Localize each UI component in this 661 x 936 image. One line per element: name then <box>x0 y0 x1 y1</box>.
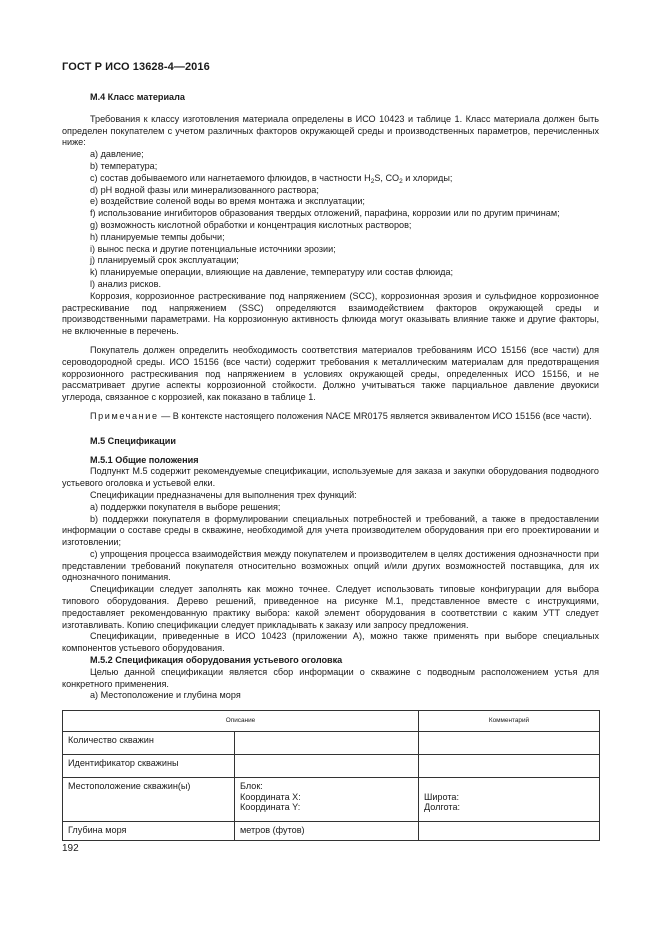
row-label: Идентификатор скважины <box>63 755 235 778</box>
table-cell <box>235 778 419 822</box>
list-item-g: g) возможность кислотной обработки и концентрация кислотных растворов; <box>90 219 412 230</box>
coord-x-label: Координата X: <box>240 791 301 802</box>
list-item-c-text-3: и хлориды; <box>402 172 453 183</box>
function-item-a: а) поддержки покупателя в выборе решения; <box>90 501 281 512</box>
coord-y-label: Координата Y: <box>240 802 301 813</box>
list-item-c <box>62 173 599 185</box>
list-item-c-text-2: S, CO <box>374 172 400 183</box>
block-label: Блок: <box>240 781 263 791</box>
paragraph-m51-4: Спецификации, приведенные в ИСО 10423 (приложении А), можно также применять при выборе специальных компонентов устьевого оборудования. <box>62 631 599 654</box>
running-header: ГОСТ Р ИСО 13628-4—2016 <box>62 61 210 73</box>
list-item-f: f) использование ингибиторов образования твердых отложений, парафина, коррозии или по другим причинам; <box>90 208 560 219</box>
row-label: Глубина моря <box>63 822 235 841</box>
paragraph-m51-1: Подпункт М.5 содержит рекомендуемые спецификации, используемые для заказа и закупки оборудования подводного устьевого оголовка и устьевой елки. <box>62 466 599 489</box>
table-cell <box>419 822 600 841</box>
subsection-heading-m52: М.5.2 Спецификация оборудования устьевого оголовка <box>90 655 343 666</box>
table-cell <box>419 732 600 755</box>
paragraph-m52-1: Целью данной спецификации является сбор информации о скважине с подводным расположением устья для конкретного применения. <box>62 666 599 689</box>
table-cell <box>235 732 419 755</box>
body-text <box>62 92 599 702</box>
units-cell: метров (футов) <box>235 822 419 841</box>
list-item-j: j) планируемый срок эксплуатации; <box>90 255 239 266</box>
subscript: 2 <box>370 177 375 185</box>
note <box>62 411 599 423</box>
list-item-l: l) анализ рисков. <box>90 278 161 289</box>
function-item-c: с) упрощения процесса взаимодействия между покупателем и производителем в целях достижения однозначности при представлении требований покупателя относительно возможных опций и/или других возможностей поставщика, для их однозначного понимания. <box>62 548 599 583</box>
table-row <box>63 755 600 778</box>
list-item-a: а) давление; <box>90 149 144 160</box>
row-label: Местоположение скважин(ы) <box>63 778 235 822</box>
paragraph-corrosion: Коррозия, коррозионное растрескивание под напряжением (SCC), коррозионная эрозия и сульфидное коррозионное растрескивание под напряжением (SSC) определяются взаимодействием факторов окружающей среды и производственными параметрами. На коррозионную активность флюида могут оказывать влияние также и другие факторы, не включенные в перечень. <box>62 290 599 337</box>
longitude-label: Долгота: <box>424 802 461 813</box>
list-item-d: d) рН водной фазы или минерализованного раствора; <box>90 184 319 195</box>
list-item-c-text-1: с) состав добываемого или нагнетаемого флюидов, в частности H <box>90 172 371 183</box>
list-item-h: h) планируемые темпы добычи; <box>90 231 225 242</box>
subsection-heading-m51: М.5.1 Общие положения <box>90 454 199 465</box>
table-row <box>63 778 600 822</box>
paragraph-m51-3: Спецификации следует заполнять как можно точнее. Следует использовать типовые конфигурации для выбора типового оборудования. Дерево решений, приведенное на рисунке М.1, представленное вместе с инструкциями, предоставляет рекомендованную практику выбора: какой элемент оборудования в соответствии с каким УТТ следует изготавливать. Копию спецификации следует прикладывать к заказу или запросу предложения. <box>62 584 599 630</box>
list-item-b: b) температура; <box>90 160 158 171</box>
paragraph-m4-intro: Требования к классу изготовления материала определены в ИСО 10423 и таблице 1. Класс материала должен быть определен покупателем с учетом различных факторов окружающей среды и производственных параметров, перечисленных ниже: <box>62 113 599 148</box>
table-cell <box>419 778 600 822</box>
subscript: 2 <box>399 177 403 185</box>
function-item-b: b) поддержки покупателя в формулировании специальных потребностей и требований, а также в предоставлении информации о составе среды в скважине, необходимой для учета производителем оборудования при его проектировании и изготовлении; <box>62 513 599 548</box>
page-number: 192 <box>62 843 79 854</box>
list-item-e: е) воздействие соленой воды во время монтажа и эксплуатации; <box>90 196 365 207</box>
table-cell <box>235 755 419 778</box>
table-header-row <box>63 711 600 732</box>
section-heading-m5: М.5 Спецификации <box>90 435 176 446</box>
paragraph-m52-2: а) Местоположение и глубина моря <box>90 690 241 701</box>
paragraph-iso15156: Покупатель должен определить необходимость соответствия материалов требованиям ИСО 15156 (все части) для сероводородной среды. ИСО 15156 (все части) содержит требования к металлическим материалам для предотвращения коррозионного растрескивания под напряжением в условиях окружающей среды, определенных ИСО 15156, и не рассматривает другие аспекты коррозионной стойкости. Должно учитываться также парциальное давление двуокиси углерода, связанное с коррозией, как показано в таблице 1. <box>62 344 599 403</box>
table-row <box>63 822 600 841</box>
column-header-comments: Комментарий <box>419 711 600 732</box>
list-item-i: i) вынос песка и другие потенциальные источники эрозии; <box>90 243 336 254</box>
spec-table <box>62 710 600 841</box>
list-item-k: k) планируемые операции, влияющие на давление, температуру или состав флюида; <box>90 267 454 278</box>
table-cell <box>419 755 600 778</box>
row-label: Количество скважин <box>63 732 235 755</box>
note-text: — В контексте настоящего положения NACE MR0175 является эквивалентом ИСО 15156 (все части). <box>158 410 592 421</box>
latitude-label: Широта: <box>424 791 459 802</box>
paragraph-m51-2: Спецификации предназначены для выполнения трех функций: <box>90 489 357 500</box>
section-heading-m4: М.4 Класс материала <box>90 92 185 102</box>
note-label: Примечание <box>90 410 159 421</box>
table-row <box>63 732 600 755</box>
column-header-description: Описание <box>63 711 419 732</box>
